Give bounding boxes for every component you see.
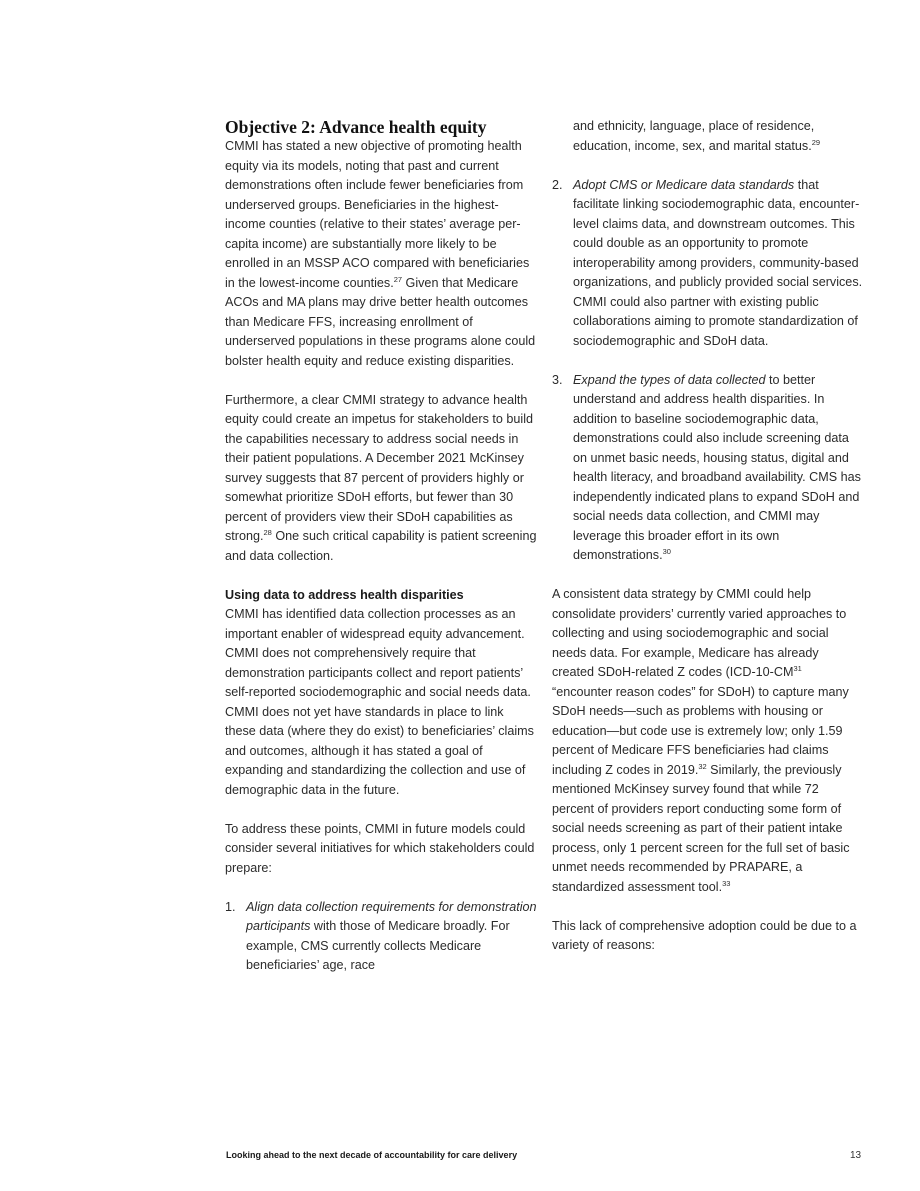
paragraph-text: Furthermore, a clear CMMI strategy to advance health equity could create an impetus for stakeholders to build the capabilities necessary to address social needs in their patient populations. A December 2021 McKinsey survey suggests that 87 percent of providers highly or somewhat prioritize SDoH efforts, but fewer than 30 percent of providers view their SDoH capabilities as strong.	[225, 392, 534, 543]
list-item-1-continued	[552, 117, 864, 156]
paragraph-text: CMMI has stated a new objective of promoting health equity via its models, noting that past and current demonstrations often include fewer beneficiaries from underserved groups. Beneficiaries in the highest-income counties (relative to their states’ average per-capita income) are substantially more likely to be enrolled in an MSSP ACO compared with beneficiaries in the lowest-income counties.	[225, 139, 530, 290]
list-item-emphasis: Adopt CMS or Medicare data standards	[573, 177, 795, 192]
list-item-text: to better understand and address health disparities. In addition to baseline sociodemographic data, demonstrations could also include screening data on unmet basic needs, housing status, digital and health literacy, and broadband availability. CMS has independently indicated plans to expand SDoH and social needs data collection, and CMMI may leverage this broader effort in its own demonstrations.	[573, 372, 861, 562]
subheading: Using data to address health disparities	[225, 587, 464, 602]
footnote-ref: 33	[722, 878, 731, 888]
paragraph-text: Given that Medicare ACOs and MA plans may drive better health outcomes than Medicare FFS, increasing enrollment of underserved populations in these programs alone could bolster health equity and reduce existing disparities.	[225, 275, 536, 368]
page-number: 13	[850, 1150, 862, 1161]
paragraph-stakeholders	[225, 391, 537, 567]
left-column	[225, 117, 537, 976]
right-column	[552, 117, 864, 956]
list-item-emphasis: Align data collection requirements for demonstration participants	[246, 899, 537, 933]
paragraph-text: “encounter reason codes” for SDoH) to capture many SDoH needs—such as problems with housing or education—but code use is extremely low; only 1.59 percent of Medicare FFS beneficiaries had claims including Z codes in 2019.	[552, 684, 849, 777]
list-item-text: that facilitate linking sociodemographic data, encounter-level claims data, and downstream outcomes. This could double as an opportunity to promote interoperability among providers, community-based organizations, and publicly provided social services. CMMI could also partner with existing public collaborations aiming to promote standardization of sociodemographic and SDoH data.	[573, 177, 863, 348]
list-item-3	[552, 371, 864, 566]
footnote-ref: 32	[698, 761, 707, 771]
section-heading: Objective 2: Advance health equity	[225, 117, 487, 137]
paragraph-reasons: This lack of comprehensive adoption could be due to a variety of reasons:	[552, 918, 857, 952]
paragraph-text: One such critical capability is patient screening and data collection.	[225, 529, 537, 563]
footnote-ref: 27	[393, 274, 403, 284]
list-item-text: with those of Medicare broadly. For example, CMS currently collects Medicare beneficiaries’ age, race	[246, 919, 510, 972]
list-number: 2.	[552, 177, 563, 192]
list-item-emphasis: Expand the types of data collected	[573, 372, 766, 387]
paragraph-text: Similarly, the previously mentioned McKinsey survey found that while 72 percent of providers report conducting some form of social needs screening as part of their patient intake process, only 1 percent screen for the full set of basic unmet needs recommended by PRAPARE, a standardized assessment tool.	[552, 762, 850, 894]
footnote-ref: 31	[793, 664, 802, 673]
footer-title: Looking ahead to the next decade of accountability for care delivery	[226, 1150, 518, 1160]
paragraph-initiatives: To address these points, CMMI in future models could consider several initiatives for which stakeholders could prepare:	[225, 821, 535, 875]
paragraph-data-collection: CMMI has identified data collection processes as an important enabler of widespread equity advancement. CMMI does not comprehensively require that demonstration participants collect and report patients’ self-reported sociodemographic and social needs data. CMMI does not yet have standards in place to link these data (where they do exist) to beneficiaries’ claims and outcomes, although it has stated a goal of expanding and standardizing the collection and use of demographic data in the future.	[225, 607, 534, 797]
footnote-ref: 28	[263, 528, 272, 537]
footnote-ref: 29	[811, 137, 821, 147]
list-item-text: and ethnicity, language, place of residence, education, income, sex, and marital status.	[573, 119, 815, 153]
list-item-1	[225, 898, 537, 976]
paragraph-intro	[225, 137, 537, 371]
list-item-2	[552, 176, 864, 352]
paragraph-data-strategy	[552, 585, 864, 897]
list-number: 3.	[552, 372, 563, 387]
list-number: 1.	[225, 899, 236, 914]
paragraph-text: A consistent data strategy by CMMI could help consolidate providers’ currently varied approaches to collecting and using sociodemographic and social needs data. For example, Medicare has already created SDoH-related Z codes (ICD-10-CM	[552, 587, 847, 679]
footnote-ref: 30	[662, 547, 671, 556]
